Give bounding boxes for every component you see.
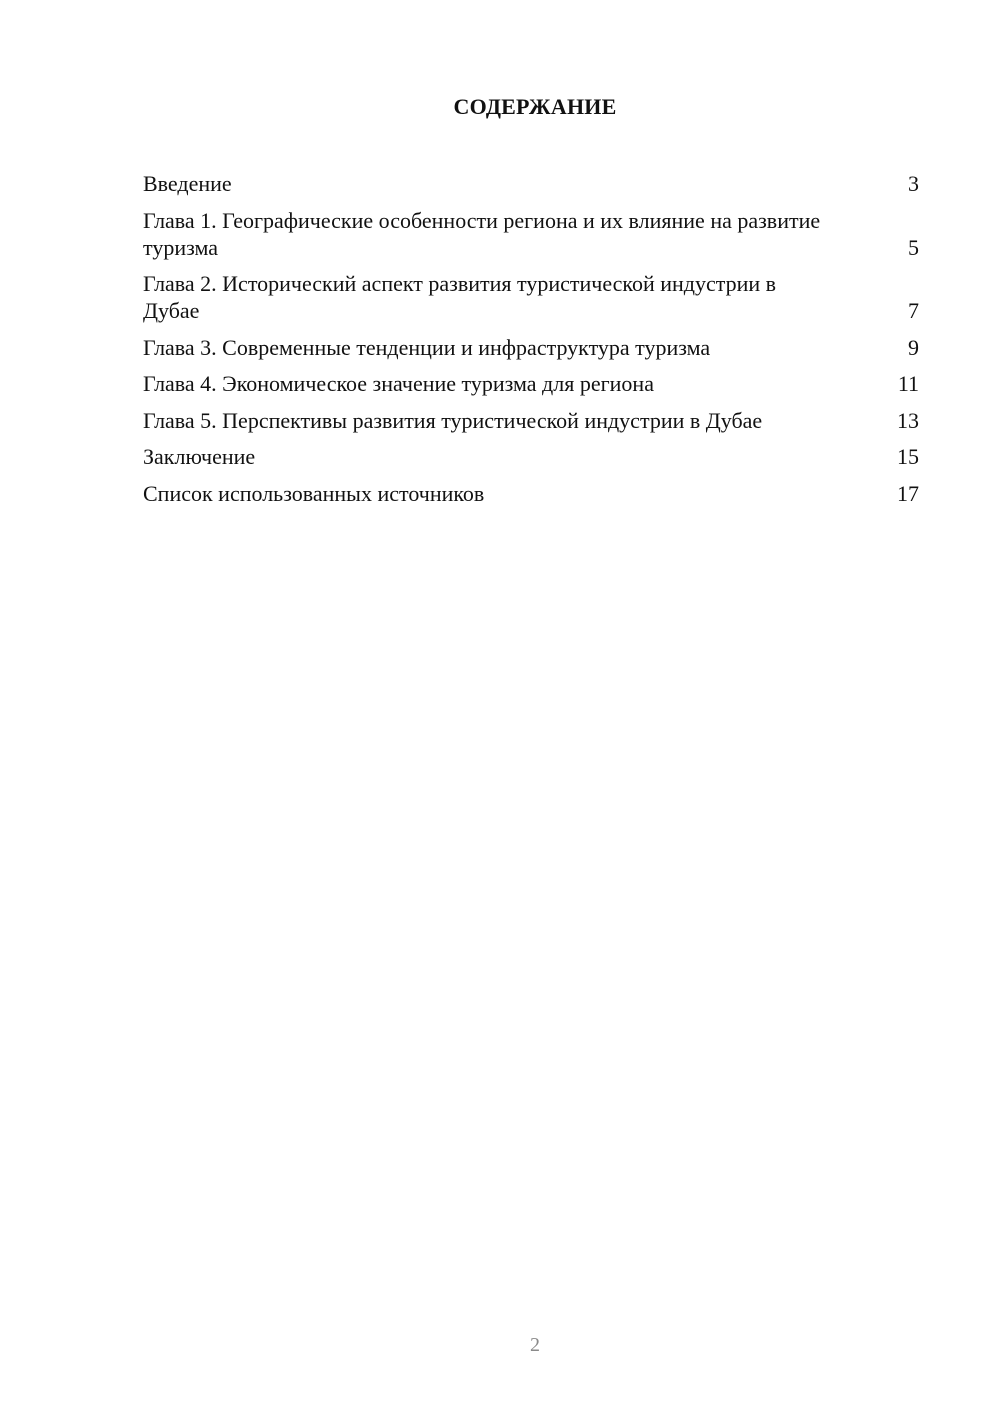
toc-entry-page: 3 xyxy=(908,171,919,196)
toc-entry-title: Заключение xyxy=(143,444,256,469)
toc-entry-title: Глава 2. Исторический аспект развития туристической индустрии в Дубае xyxy=(143,271,777,323)
toc-entry-page: 11 xyxy=(897,371,919,396)
toc-entry xyxy=(143,443,919,470)
toc-entry-title: Список использованных источников xyxy=(143,480,485,506)
toc-entry xyxy=(143,207,919,261)
page-number: 2 xyxy=(530,1334,540,1356)
toc-entry-page: 5 xyxy=(908,234,919,260)
toc-entry xyxy=(143,407,919,434)
toc-entry-page: 15 xyxy=(897,444,919,469)
toc-entry-page: 7 xyxy=(908,298,919,323)
toc-entry xyxy=(143,480,919,507)
toc-entry-page: 17 xyxy=(897,480,919,506)
toc-entry xyxy=(143,170,919,197)
toc-entry-title: Глава 1. Географические особенности региона и их влияние на развитие туризма xyxy=(143,207,821,260)
toc-entry xyxy=(143,270,919,324)
toc-entry xyxy=(143,370,919,397)
document-title: СОДЕРЖАНИЕ xyxy=(453,94,617,119)
table-of-contents xyxy=(143,170,919,516)
toc-entry-page: 13 xyxy=(897,407,919,433)
toc-entry-title: Глава 5. Перспективы развития туристической индустрии в Дубае xyxy=(143,407,763,433)
toc-entry-title: Введение xyxy=(143,171,232,196)
toc-entry-title: Глава 3. Современные тенденции и инфраструктура туризма xyxy=(143,334,711,360)
toc-entry-title: Глава 4. Экономическое значение туризма для региона xyxy=(143,371,654,396)
toc-entry xyxy=(143,334,919,361)
toc-entry-page: 9 xyxy=(908,334,919,360)
